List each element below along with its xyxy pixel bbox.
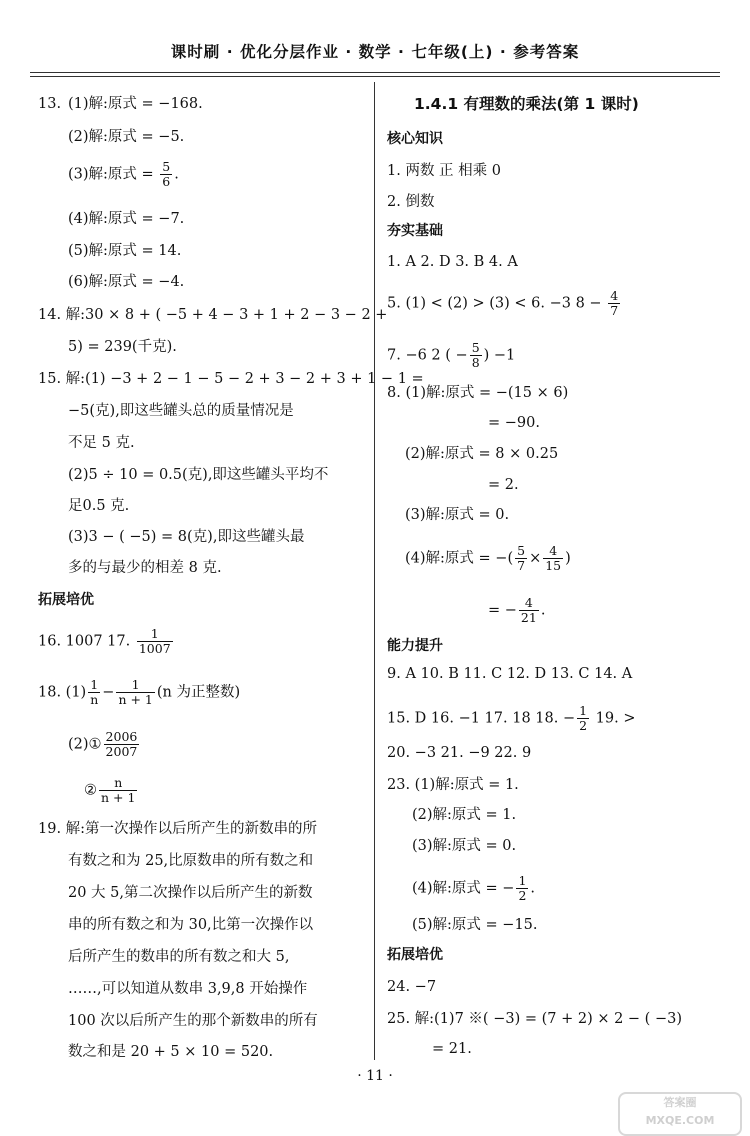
fraction [88, 678, 100, 707]
q13-label: 13. [38, 96, 62, 112]
page-header: 课时刷 · 优化分层作业 · 数学 · 七年级(上) · 参考答案 [170, 43, 580, 61]
q18-part1 [38, 678, 240, 707]
fraction [137, 627, 173, 656]
q23-line1: 23. (1)解:原式 = 1. [387, 777, 519, 793]
q15-line3: 不足 5 克. [68, 435, 135, 451]
fraction [470, 341, 482, 370]
q23-line4-text: (4)解:原式 = − [412, 880, 515, 897]
fraction-num: 1 [116, 678, 154, 693]
times-sign: × [529, 550, 542, 567]
fraction [99, 776, 137, 805]
q23-line3: (3)解:原式 = 0. [412, 838, 517, 854]
q15-line4: (2)5 ÷ 10 = 0.5(克),即这些罐头平均不 [68, 467, 329, 483]
q13-part5: (5)解:原式 = 14. [68, 243, 182, 259]
fraction [608, 289, 620, 318]
q24: 24. −7 [387, 979, 437, 995]
fraction-den: 15 [545, 558, 562, 573]
fraction-num: 1 [137, 627, 173, 642]
q13-part4: (4)解:原式 = −7. [68, 211, 185, 227]
section-heading-tuozhan: 拓展培优 [38, 592, 94, 608]
q8-line6 [405, 544, 571, 573]
fraction-num: 1 [579, 703, 588, 718]
fraction-num: 1 [518, 873, 527, 888]
watermark-logo-bottom: MXQE.COM [645, 1114, 715, 1127]
fraction-num: 4 [610, 288, 619, 303]
fraction [116, 678, 154, 707]
header-rule [30, 72, 720, 73]
q23-line2: (2)解:原式 = 1. [412, 807, 517, 823]
fraction-den: 8 [471, 355, 480, 370]
header-rule-2 [30, 76, 720, 77]
q23-line4-end: . [530, 880, 536, 897]
q15-line1: 15. 解:(1) −3 + 2 − 1 − 5 − 2 + 3 − 2 + 3 + 1 − 1 = [38, 371, 424, 387]
q19-line4: 串的所有数之和为 30,比第一次操作以 [68, 917, 314, 933]
q13-part3-text: (3)解:原式 = [68, 166, 154, 183]
q18-part3 [84, 776, 139, 805]
fraction-den: 2007 [105, 744, 138, 759]
q25-line2: = 21. [432, 1041, 472, 1057]
q8-line4: = 2. [488, 477, 519, 493]
ability-answers-15-19-text: 15. D 16. −1 17. 18 18. − [387, 710, 576, 727]
basic-answer-7-end: ) −1 [483, 347, 516, 364]
basic-answers-5-6-text: 5. (1) < (2) > (3) < 6. −3 8 − [387, 295, 602, 312]
q8-line7-text: = − [488, 602, 517, 619]
fraction [519, 596, 539, 625]
q14-line1: 14. 解:30 × 8 + ( −5 + 4 − 3 + 1 + 2 − 3 − 2 + [38, 307, 388, 323]
fraction-den: n + 1 [101, 790, 136, 805]
q13-part3-end: . [174, 166, 179, 183]
q13-part2: (2)解:原式 = −5. [68, 129, 185, 145]
fraction-num: 2006 [105, 729, 138, 744]
minus-sign: − [102, 684, 115, 701]
q19-line2: 有数之和为 25,比原数串的所有数之和 [68, 853, 314, 869]
q15-line6: (3)3 − ( −5) = 8(克),即这些罐头最 [68, 529, 305, 545]
section-heading-tuozhan-right: 拓展培优 [387, 947, 443, 963]
fraction [515, 544, 527, 573]
ability-answers-15-19 [387, 704, 636, 733]
q18-part2 [68, 730, 141, 759]
basic-answers-5-6 [387, 289, 622, 318]
section-title: 1.4.1 有理数的乘法(第 1 课时) [414, 95, 639, 113]
fraction-den: 7 [610, 303, 619, 318]
q18-label: 18. (1) [38, 684, 87, 701]
fraction [160, 160, 172, 189]
q15-line5: 足0.5 克. [68, 498, 130, 514]
core-item-2: 2. 倒数 [387, 194, 435, 210]
q16-17 [38, 627, 175, 656]
fraction-den: 21 [520, 610, 537, 625]
q8-line7-end: . [540, 602, 546, 619]
fraction-den: 2 [579, 718, 588, 733]
fraction-num: 1 [88, 678, 100, 693]
basic-answer-7 [387, 341, 515, 370]
q8-line6-end: ) [565, 550, 571, 567]
q8-line6-text: (4)解:原式 = −( [405, 550, 514, 567]
section-heading-ability: 能力提升 [387, 638, 443, 654]
q13-part6: (6)解:原式 = −4. [68, 274, 185, 290]
q13-part3 [68, 160, 179, 189]
basic-answer-7-text: 7. −6 2 ( − [387, 347, 468, 364]
q8-line7 [488, 596, 545, 625]
fraction-den: 6 [162, 174, 171, 189]
q14-line2: 5) = 239(千克). [68, 339, 177, 355]
section-heading-core: 核心知识 [387, 131, 443, 147]
watermark-logo [618, 1092, 742, 1136]
fraction [543, 544, 563, 573]
fraction-den: 2 [518, 888, 527, 903]
q19-line1: 19. 解:第一次操作以后所产生的新数串的所 [38, 821, 318, 837]
q19-line6: ……,可以知道从数串 3,9,8 开始操作 [68, 981, 308, 997]
q18-part3-label: ② [84, 782, 97, 799]
q8-line5: (3)解:原式 = 0. [405, 507, 510, 523]
q25-line1: 25. 解:(1)7 ※( −3) = (7 + 2) × 2 − ( −3) [387, 1011, 682, 1027]
ability-answers-9-14: 9. A 10. B 11. C 12. D 13. C 14. A [387, 666, 633, 682]
q23-line4 [412, 874, 535, 903]
fraction-num: 5 [471, 340, 480, 355]
fraction-den: n [90, 692, 99, 707]
fraction-num: n [99, 776, 137, 791]
q8-line3: (2)解:原式 = 8 × 0.25 [405, 446, 559, 462]
q19-line8: 数之和是 20 + 5 × 10 = 520. [68, 1044, 274, 1060]
fraction-num: 4 [519, 596, 539, 611]
fraction [104, 730, 140, 759]
core-item-1: 1. 两数 正 相乘 0 [387, 163, 501, 179]
q18-part2-label: (2)① [68, 736, 102, 753]
ability-answer-19: 19. > [595, 710, 636, 727]
fraction-num: 4 [543, 544, 563, 559]
watermark-logo-top: 答案圈 [663, 1096, 697, 1109]
q19-line3: 20 大 5,第二次操作以后所产生的新数 [68, 885, 313, 901]
q23-line5: (5)解:原式 = −15. [412, 917, 538, 933]
q13-part1: (1)解:原式 = −168. [68, 96, 203, 112]
fraction-den: n + 1 [118, 692, 153, 707]
q8-line2: = −90. [488, 415, 540, 431]
column-divider [374, 82, 375, 1060]
q16-text: 16. 1007 17. [38, 633, 131, 650]
fraction-den: 1007 [138, 641, 171, 656]
fraction [577, 704, 589, 733]
q15-line7: 多的与最少的相差 8 克. [68, 560, 222, 576]
q19-line7: 100 次以后所产生的那个新数串的所有 [68, 1013, 318, 1029]
q8-line1: 8. (1)解:原式 = −(15 × 6) [387, 385, 569, 401]
fraction [516, 874, 528, 903]
page-number: · 11 · [357, 1068, 393, 1084]
q15-line2: −5(克),即这些罐头总的质量情况是 [68, 403, 294, 419]
basic-answers-1-4: 1. A 2. D 3. B 4. A [387, 254, 518, 270]
ability-answers-20-22: 20. −3 21. −9 22. 9 [387, 745, 532, 761]
q19-line5: 后所产生的数串的所有数之和大 5, [68, 949, 290, 965]
fraction-den: 7 [517, 558, 526, 573]
q18-note: (n 为正整数) [156, 684, 241, 701]
section-heading-basic: 夯实基础 [387, 223, 443, 239]
fraction-num: 5 [162, 159, 171, 174]
fraction-num: 5 [517, 543, 526, 558]
